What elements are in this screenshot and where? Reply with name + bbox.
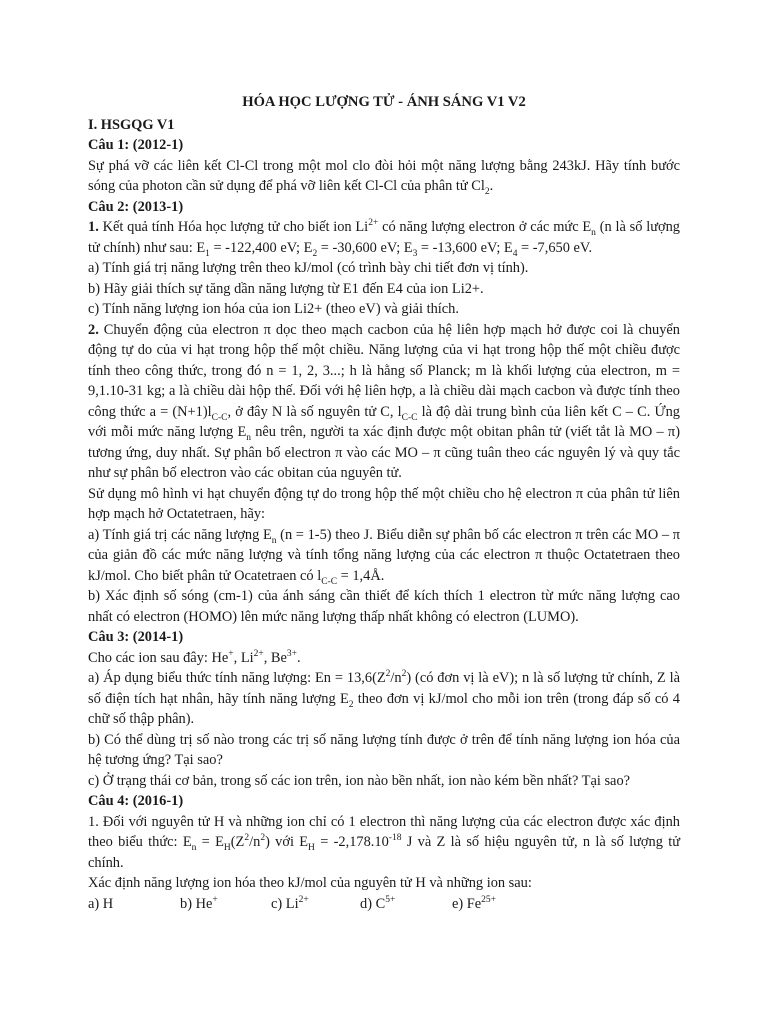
question-3-intro: Cho các ion sau đây: He+, $Li^{2+}$, $Be^{3+}$. [88,648,301,666]
question-3-item-a: a) Áp dụng biểu thức tính năng lượng: $En = 13,6(Z^2/n^2)$ (có đơn vị là eV); n là số lượng tử chính, Z là số điện tích hạt nhân, hãy tính năng lượng $E_2$ theo đơn vị kJ/mol cho mỗi ion trên (trong đáp số có 4 chữ số thập phân). [88,669,680,727]
question-2-model-text: Sử dụng mô hình vi hạt chuyển động tự do trong hộp thế một chiều cho hệ electron π của phân tử liên hợp mạch hở Octatetraen, hãy: [88,485,680,522]
option-a: a) H [88,895,114,912]
question-2-part-1: 1. Kết quả tính Hóa học lượng tử cho biết ion $Li^{2+}$ có năng lượng electron ở các mức $E_n$ (n là số lượng tử chính) như sau: $E_1 = -122,400$ eV; $E_2 = -30,600$ eV; $E_3 = -13,600$ eV; $E_4 = -7,650$ eV. [88,218,681,259]
question-2-item-c: c) Tính năng lượng ion hóa của ion Li2+ (theo eV) và giải thích. [88,301,459,317]
question-3-heading: Câu 3: (2014-1) [88,629,184,645]
question-1-heading: Câu 1: (2012-1) [88,137,184,153]
question-4-heading: Câu 4: (2016-1) [88,793,184,809]
document-title: HÓA HỌC LƯỢNG TỬ - ÁNH SÁNG V1 V2 [242,94,526,110]
option-b: b) He+ [180,894,218,912]
question-1-text: Sự phá vỡ các liên kết Cl-Cl trong một mol clo đòi hỏi một năng lượng bằng 243kJ. Hãy tính bước sóng của photon cần sử dụng để phá vỡ liên kết Cl-Cl của phân tử $Cl_2$. [88,157,680,197]
question-2-item-a: a) Tính giá trị năng lượng trên theo kJ/mol (có trình bày chi tiết đơn vị tính). [88,260,529,276]
question-4-part-2: Xác định năng lượng ion hóa theo kJ/mol của nguyên tử H và những ion sau: [88,875,532,891]
question-3-item-b: b) Có thể dùng trị số nào trong các trị số năng lượng tính được ở trên để tính năng lượng ion hóa của hệ tương ứng? Tại sao? [88,731,680,768]
question-2-item-b2: b) Xác định số sóng (cm-1) của ánh sáng cần thiết để kích thích 1 electron từ mức năng lượng cao nhất có electron (HOMO) lên mức năng lượng thấp nhất không có electron (LUMO). [88,588,680,625]
question-2-item-a2: a) Tính giá trị các năng lượng $E_n$ (n = 1-5) theo J. Biểu diễn sự phân bố các electron π trên các MO – π của giản đồ các mức năng lượng và tính tổng năng lượng của các electron π thuộc Octatetraen theo kJ/mol. Cho biết phân tử Ocatetraen có $l_{C-C}$ = 1,4Å. [88,526,680,587]
section-heading: I. HSGQG V1 [88,116,175,133]
question-4-part-1: 1. Đối với nguyên tử H và những ion chỉ có 1 electron thì năng lượng của các electron được xác định theo biểu thức: $E_n = E_H(Z^2/n^2)$ với $E_H = -2,178.10^{-18}$ J và Z là số hiệu nguyên tử, n là số lượng tử chính. [88,813,680,871]
option-e: e) $Fe^{25+}$ [452,894,497,912]
document-page [88,92,680,914]
question-3-item-c: c) Ở trạng thái cơ bản, trong số các ion trên, ion nào bền nhất, ion nào kém bền nhất? Tại sao? [88,772,631,789]
question-4-options [88,894,680,915]
question-2-item-b: b) Hãy giải thích sự tăng dần năng lượng từ E1 đến E4 của ion Li2+. [88,280,484,297]
question-2-heading: Câu 2: (2013-1) [88,198,184,215]
option-d: d) $C^{5+}$ [360,894,396,912]
option-c: c) $Li^{2+}$ [271,894,309,912]
question-2-part-2: 2. Chuyển động của electron π dọc theo mạch cacbon của hệ liên hợp mạch hở được coi là chuyển động tự do của vi hạt trong hộp thế một chiều. Năng lượng của vi hạt trong hộp thế một chiều được tính theo công thức, trong đó n = 1, 2, 3...; h là hằng số Planck; m là khối lượng của electron, m = 9,1.10-31 kg; a là chiều dài hộp thế. Đối với hệ liên hợp, a là chiều dài mạch cacbon và được tính theo công thức $a = (N+1)l_{C-C}$, ở đây N là số nguyên tử C, $l_{C-C}$ là độ dài trung bình của liên kết C – C. Ứng với mỗi mức năng lượng $E_n$ nêu trên, người ta xác định được một obitan phân tử (viết tắt là MO – π) tương ứng, duy nhất. Sự phân bố electron π vào các MO – π cũng tuân theo các nguyên lý và quy tắc như sự phân bố electron vào các obitan của nguyên tử. [88,321,681,481]
